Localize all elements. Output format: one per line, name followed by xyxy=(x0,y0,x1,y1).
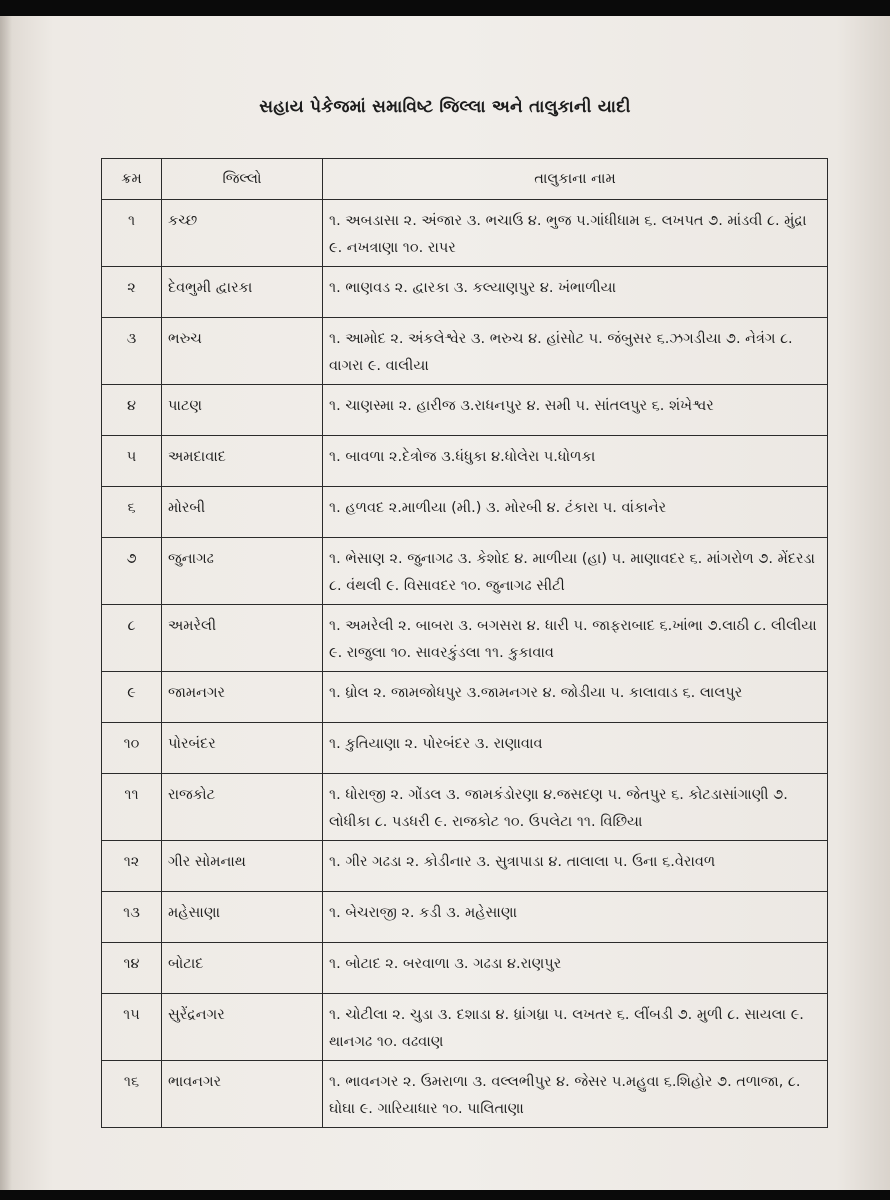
paper-left-shadow xyxy=(0,16,12,1190)
row-serial-number: ૬ xyxy=(102,487,162,538)
row-serial-number: ૭ xyxy=(102,538,162,605)
row-talukas: ૧. અમરેલી ૨. બાબરા ૩. બગસરા ૪. ધારી ૫. જાફરાબાદ ૬.ખાંભા ૭.લાઠી ૮. લીલીયા ૯. રાજુલા ૧૦. સાવરકુંડલા ૧૧. કુકાવાવ xyxy=(323,605,828,672)
row-serial-number: ૫ xyxy=(102,436,162,487)
row-district: મોરબી xyxy=(162,487,323,538)
row-serial-number: ૧૬ xyxy=(102,1061,162,1128)
row-serial-number: ૪ xyxy=(102,385,162,436)
row-talukas: ૧. ભાણવડ ૨. દ્વારકા ૩. કલ્યાણપુર ૪. ખંભાળીયા xyxy=(323,267,828,318)
row-serial-number: ૧૫ xyxy=(102,994,162,1061)
row-district: દેવભુમી દ્વારકા xyxy=(162,267,323,318)
row-talukas: ૧. બાવળા ૨.દેત્રોજ ૩.ધંધુકા ૪.ધોલેરા ૫.ધોળકા xyxy=(323,436,828,487)
row-district: ગીર સોમનાથ xyxy=(162,841,323,892)
row-serial-number: ૯ xyxy=(102,672,162,723)
row-district: ભાવનગર xyxy=(162,1061,323,1128)
row-district: જામનગર xyxy=(162,672,323,723)
bottom-black-border xyxy=(0,1190,890,1200)
table-row xyxy=(102,841,828,892)
row-talukas: ૧. ચોટીલા ૨. ચુડા ૩. દશાડા ૪. ધ્રાંગધ્રા ૫. લખતર ૬. લીંબડી ૭. મુળી ૮. સાયલા ૯. થાનગઢ ૧૦. વઢવાણ xyxy=(323,994,828,1061)
table-row xyxy=(102,318,828,385)
row-talukas: ૧. આમોદ ૨. અંકલેશ્વેર ૩. ભરુચ ૪. હાંસોટ ૫. જંબુસર ૬.ઝગડીયા ૭. નેત્રંગ ૮. વાગરા ૯. વાલીયા xyxy=(323,318,828,385)
row-talukas: ૧. ધોરાજી ૨. ગોંડલ ૩. જામકંડોરણા ૪.જસદણ ૫. જેતપુર ૬. કોટડાસાંગાણી ૭. લોધીકા ૮. પડધરી ૯. રાજકોટ ૧૦. ઉપલેટા ૧૧. વિછિયા xyxy=(323,774,828,841)
row-talukas: ૧. અબડાસા ૨. અંજાર ૩. ભચાઉ ૪. ભુજ ૫.ગાંધીધામ ૬. લખપત ૭. માંડવી ૮. મુંદ્રા ૯. નખત્રાણા ૧૦. રાપર xyxy=(323,200,828,267)
row-serial-number: ૧૩ xyxy=(102,892,162,943)
district-taluka-table xyxy=(101,158,828,1128)
row-talukas: ૧. ચાણસ્મા ૨. હારીજ ૩.રાધનપુર ૪. સમી ૫. સાંતલપુર ૬. શંખેશ્વર xyxy=(323,385,828,436)
table-header-row xyxy=(102,159,828,200)
row-talukas: ૧. બેચરાજી ૨. કડી ૩. મહેસાણા xyxy=(323,892,828,943)
row-serial-number: ૧ xyxy=(102,200,162,267)
row-talukas: ૧. ગીર ગઢડા ૨. કોડીનાર ૩. સુત્રાપાડા ૪. તાલાલા ૫. ઉના ૬.વેરાવળ xyxy=(323,841,828,892)
row-talukas: ૧. ભેસાણ ૨. જુનાગઢ ૩. કેશોદ ૪. માળીયા (હા) ૫. માણાવદર ૬. માંગરોળ ૭. મેંદરડા ૮. વંથલી ૯. વિસાવદર ૧૦. જુનાગઢ સીટી xyxy=(323,538,828,605)
header-talukas: તાલુકાના નામ xyxy=(323,159,828,200)
row-serial-number: ૩ xyxy=(102,318,162,385)
row-serial-number: ૧૨ xyxy=(102,841,162,892)
table-row xyxy=(102,774,828,841)
table-row xyxy=(102,385,828,436)
table-row xyxy=(102,487,828,538)
row-district: પોરબંદર xyxy=(162,723,323,774)
table-row xyxy=(102,723,828,774)
row-serial-number: ૧૧ xyxy=(102,774,162,841)
header-serial-number: ક્રમ xyxy=(102,159,162,200)
row-district: અમરેલી xyxy=(162,605,323,672)
row-district: જુનાગઢ xyxy=(162,538,323,605)
row-serial-number: ૧૪ xyxy=(102,943,162,994)
row-talukas: ૧. હળવદ ૨.માળીયા (મી.) ૩. મોરબી ૪. ટંકારા ૫. વાંકાનેર xyxy=(323,487,828,538)
table-row xyxy=(102,1061,828,1128)
row-talukas: ૧. કુતિયાણા ૨. પોરબંદર ૩. રાણાવાવ xyxy=(323,723,828,774)
table-row xyxy=(102,672,828,723)
row-district: પાટણ xyxy=(162,385,323,436)
row-serial-number: ૨ xyxy=(102,267,162,318)
table-row xyxy=(102,994,828,1061)
table-row xyxy=(102,538,828,605)
row-district: અમદાવાદ xyxy=(162,436,323,487)
row-serial-number: ૧૦ xyxy=(102,723,162,774)
row-district: સુરેંદ્રનગર xyxy=(162,994,323,1061)
table-row xyxy=(102,200,828,267)
row-serial-number: ૮ xyxy=(102,605,162,672)
table-row xyxy=(102,436,828,487)
table-row xyxy=(102,267,828,318)
row-talukas: ૧. બોટાદ ૨. બરવાળા ૩. ગઢડા ૪.રાણપુર xyxy=(323,943,828,994)
row-district: રાજકોટ xyxy=(162,774,323,841)
document-title: સહાય પેકેજમાં સમાવિષ્ટ જિલ્લા અને તાલુકાની યાદી xyxy=(259,97,631,117)
row-district: મહેસાણા xyxy=(162,892,323,943)
row-talukas: ૧. ભાવનગર ૨. ઉમરાળા ૩. વલ્લભીપુર ૪. જેસર ૫.મહુવા ૬.શિહોર ૭. તળાજા, ૮. ઘોઘા ૯. ગારિયાધાર ૧૦. પાલિતાણા xyxy=(323,1061,828,1128)
table-row xyxy=(102,943,828,994)
row-district: બોટાદ xyxy=(162,943,323,994)
row-talukas: ૧. ધ્રોલ ૨. જામજોધપુર ૩.જામનગર ૪. જોડીયા ૫. કાલાવાડ ૬. લાલપુર xyxy=(323,672,828,723)
table-row xyxy=(102,605,828,672)
top-black-border xyxy=(0,0,890,16)
header-district: જિલ્લો xyxy=(162,159,323,200)
row-district: કચ્છ xyxy=(162,200,323,267)
table-row xyxy=(102,892,828,943)
row-district: ભરુચ xyxy=(162,318,323,385)
